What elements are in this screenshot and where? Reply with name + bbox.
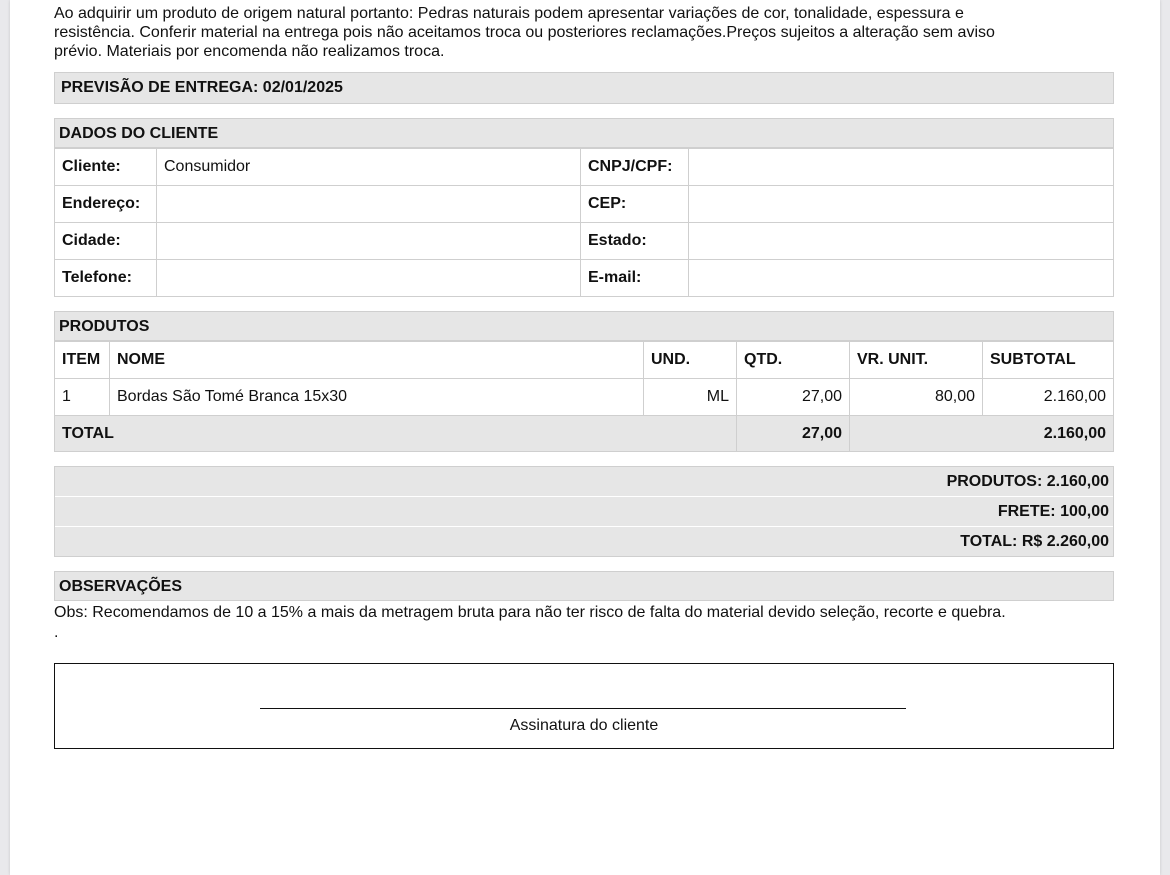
client-row (55, 260, 1114, 297)
intro-disclaimer (54, 4, 1114, 61)
col-header-unit: UND. (644, 342, 737, 379)
client-section (54, 118, 1114, 297)
address-value (157, 186, 581, 223)
client-value: Consumidor (157, 149, 581, 186)
signature-line (260, 708, 906, 709)
summary-products: PRODUTOS: 2.160,00 (55, 467, 1113, 497)
client-row (55, 223, 1114, 260)
products-table (54, 341, 1114, 452)
cep-value (689, 186, 1114, 223)
phone-value (157, 260, 581, 297)
cnpj-cpf-label: CNPJ/CPF: (581, 149, 689, 186)
col-header-subtotal: SUBTOTAL (983, 342, 1114, 379)
observations-dot: . (54, 624, 59, 641)
product-qty: 27,00 (737, 379, 850, 416)
address-label: Endereço: (55, 186, 157, 223)
col-header-qty: QTD. (737, 342, 850, 379)
city-label: Cidade: (55, 223, 157, 260)
products-section-title: PRODUTOS (54, 311, 1114, 341)
products-total-qty: 27,00 (737, 416, 850, 452)
products-section (54, 311, 1114, 452)
cep-label: CEP: (581, 186, 689, 223)
client-table (54, 148, 1114, 297)
intro-line-1: Ao adquirir um produto de origem natural portanto: Pedras naturais podem apresentar variações de cor, tonalidade, espessura e (54, 5, 964, 22)
products-total-row (55, 416, 1114, 452)
col-header-unit-price: VR. UNIT. (850, 342, 983, 379)
summary-total: TOTAL: R$ 2.260,00 (55, 527, 1113, 556)
signature-label: Assinatura do cliente (509, 717, 659, 734)
product-item: 1 (55, 379, 110, 416)
product-unit-price: 80,00 (850, 379, 983, 416)
product-unit: ML (644, 379, 737, 416)
phone-label: Telefone: (55, 260, 157, 297)
client-label: Cliente: (55, 149, 157, 186)
client-row (55, 149, 1114, 186)
document-page (10, 0, 1160, 875)
delivery-forecast: PREVISÃO DE ENTREGA: 02/01/2025 (54, 72, 1114, 104)
table-row (55, 379, 1114, 416)
state-value (689, 223, 1114, 260)
observations-text (54, 603, 1114, 643)
document-content (54, 0, 1114, 749)
totals-summary (54, 466, 1114, 557)
products-total-label: TOTAL (55, 416, 737, 452)
email-label: E-mail: (581, 260, 689, 297)
city-value (157, 223, 581, 260)
signature-box (54, 663, 1114, 749)
products-header-row (55, 342, 1114, 379)
client-row (55, 186, 1114, 223)
intro-line-2: resistência. Conferir material na entrega pois não aceitamos troca ou posteriores reclamações.Preços sujeitos a alteração sem aviso (54, 24, 995, 41)
observations-note: Obs: Recomendamos de 10 a 15% a mais da metragem bruta para não ter risco de falta do material devido seleção, recorte e quebra. (54, 604, 1006, 621)
col-header-name: NOME (110, 342, 644, 379)
email-value (689, 260, 1114, 297)
col-header-item: ITEM (55, 342, 110, 379)
intro-line-3: prévio. Materiais por encomenda não realizamos troca. (54, 43, 445, 60)
product-subtotal: 2.160,00 (983, 379, 1114, 416)
client-section-title: DADOS DO CLIENTE (54, 118, 1114, 148)
product-name: Bordas São Tomé Branca 15x30 (110, 379, 644, 416)
summary-freight: FRETE: 100,00 (55, 497, 1113, 527)
observations-title: OBSERVAÇÕES (54, 571, 1114, 601)
products-total-subtotal: 2.160,00 (850, 416, 1114, 452)
cnpj-cpf-value (689, 149, 1114, 186)
state-label: Estado: (581, 223, 689, 260)
